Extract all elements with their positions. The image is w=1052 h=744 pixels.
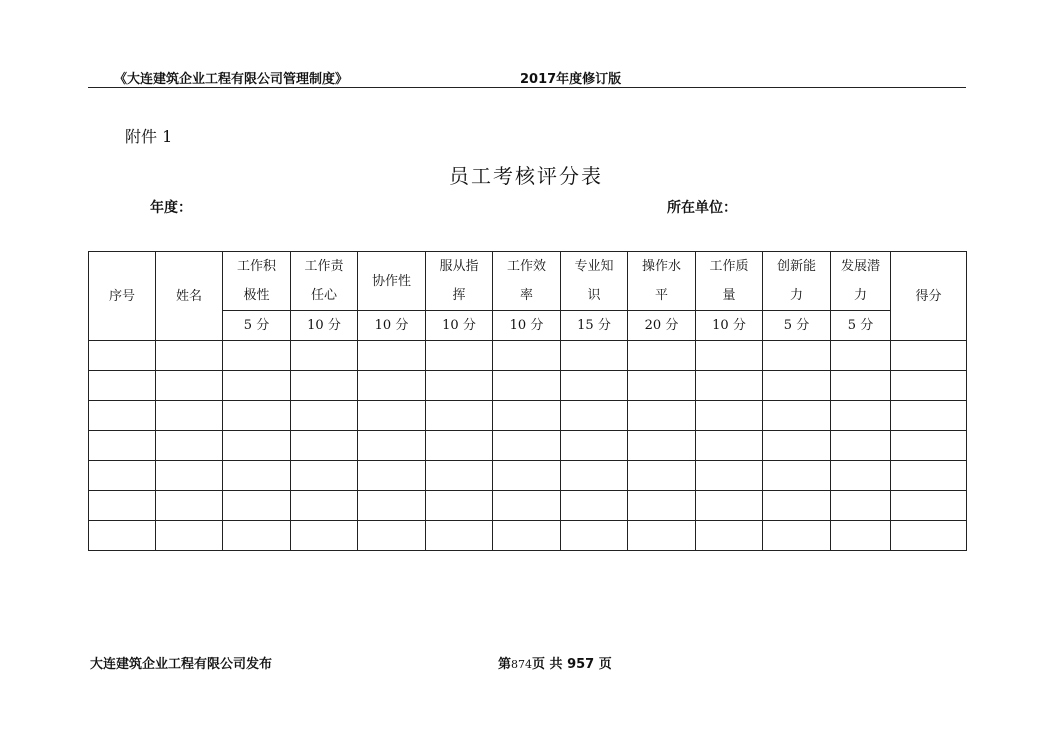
page-middle: 页 共: [532, 657, 563, 672]
criterion-label-line2: 力: [789, 288, 803, 303]
table-cell[interactable]: [763, 491, 831, 521]
criterion-label-line1: 协作性: [371, 273, 411, 289]
table-cell[interactable]: [763, 341, 831, 371]
table-cell[interactable]: [89, 371, 156, 401]
table-cell[interactable]: [426, 461, 493, 491]
criterion-points: 10 分: [426, 311, 493, 341]
table-cell[interactable]: [426, 401, 493, 431]
table-cell[interactable]: [763, 371, 831, 401]
footer-page-number: [498, 653, 612, 672]
criterion-points: 10 分: [358, 311, 426, 341]
table-cell[interactable]: [561, 461, 628, 491]
header-criterion: [561, 252, 628, 311]
criterion-label-line1: 工作积: [236, 259, 276, 274]
criterion-label-line1: 发展潜: [840, 259, 880, 274]
table-cell[interactable]: [831, 431, 891, 461]
table-cell[interactable]: [628, 461, 696, 491]
evaluation-table: [88, 251, 967, 551]
table-cell[interactable]: [493, 401, 561, 431]
table-cell[interactable]: [831, 371, 891, 401]
page-total: 957: [567, 657, 595, 672]
page-current: 874: [511, 658, 533, 671]
criterion-label-line1: 工作质: [709, 259, 749, 274]
table-cell[interactable]: [358, 521, 426, 551]
table-cell[interactable]: [426, 521, 493, 551]
criterion-points: 5 分: [223, 311, 291, 341]
table-cell[interactable]: [291, 431, 358, 461]
table-cell[interactable]: [426, 341, 493, 371]
table-row: [89, 491, 967, 521]
table-cell[interactable]: [561, 401, 628, 431]
table-row: [89, 401, 967, 431]
table-cell[interactable]: [223, 461, 291, 491]
header-criterion: [696, 252, 763, 311]
footer-publisher: 大连建筑企业工程有限公司发布: [90, 657, 273, 672]
criterion-label-line1: 操作水: [641, 259, 681, 274]
table-cell[interactable]: [358, 431, 426, 461]
table-cell[interactable]: [891, 431, 967, 461]
table-cell[interactable]: [891, 401, 967, 431]
header-criterion: [493, 252, 561, 311]
criterion-label-line2: 平: [654, 288, 668, 303]
table-cell[interactable]: [89, 401, 156, 431]
table-cell[interactable]: [696, 371, 763, 401]
table-cell[interactable]: [291, 401, 358, 431]
table-cell[interactable]: [426, 431, 493, 461]
attachment-label: 附件 1: [125, 127, 173, 146]
table-cell[interactable]: [891, 521, 967, 551]
table-cell[interactable]: [493, 521, 561, 551]
table-cell[interactable]: [561, 521, 628, 551]
table-cell[interactable]: [763, 401, 831, 431]
table-cell[interactable]: [89, 491, 156, 521]
table-row: [89, 371, 967, 401]
table-row: [89, 521, 967, 551]
table-cell[interactable]: [156, 371, 223, 401]
table-header-row: [89, 252, 967, 311]
table-cell[interactable]: [891, 341, 967, 371]
table-cell[interactable]: [493, 491, 561, 521]
table-cell[interactable]: [493, 341, 561, 371]
table-cell[interactable]: [89, 431, 156, 461]
criterion-label-line1: 工作责: [304, 259, 344, 274]
criterion-label-line2: 率: [519, 288, 533, 303]
table-cell[interactable]: [696, 401, 763, 431]
table-cell[interactable]: [223, 371, 291, 401]
table-cell[interactable]: [628, 341, 696, 371]
table-cell[interactable]: [561, 431, 628, 461]
table-cell[interactable]: [291, 521, 358, 551]
table-cell[interactable]: [156, 491, 223, 521]
table-cell[interactable]: [291, 491, 358, 521]
page-prefix: 第: [498, 657, 512, 672]
table-row: [89, 341, 967, 371]
table-cell[interactable]: [156, 401, 223, 431]
criterion-points: 5 分: [831, 311, 891, 341]
table-cell[interactable]: [223, 521, 291, 551]
table-cell[interactable]: [831, 461, 891, 491]
header-criterion: [291, 252, 358, 311]
criterion-label-line1: 工作效: [506, 259, 546, 274]
table-cell[interactable]: [358, 461, 426, 491]
year-label: 年度：: [150, 200, 192, 216]
criterion-label-line1: 专业知: [574, 259, 614, 274]
table-row: [89, 461, 967, 491]
table-cell[interactable]: [831, 401, 891, 431]
table-cell[interactable]: [763, 521, 831, 551]
header-document-name: 《大连建筑企业工程有限公司管理制度》: [114, 72, 349, 87]
criterion-label-line2: 极性: [243, 288, 270, 303]
table-cell[interactable]: [223, 401, 291, 431]
table-cell[interactable]: [426, 371, 493, 401]
table-cell[interactable]: [696, 341, 763, 371]
table-cell[interactable]: [696, 461, 763, 491]
criterion-label-line1: 服从指: [439, 259, 479, 274]
table-cell[interactable]: [561, 371, 628, 401]
table-cell[interactable]: [891, 371, 967, 401]
table-cell[interactable]: [891, 491, 967, 521]
table-cell[interactable]: [628, 521, 696, 551]
criterion-label-line2: 量: [722, 288, 736, 303]
table-cell[interactable]: [89, 521, 156, 551]
table-cell[interactable]: [89, 461, 156, 491]
header-criterion: [223, 252, 291, 311]
table-cell[interactable]: [561, 491, 628, 521]
table-cell[interactable]: [358, 401, 426, 431]
table-cell[interactable]: [223, 431, 291, 461]
header-criterion: [628, 252, 696, 311]
table-cell[interactable]: [763, 431, 831, 461]
table-cell[interactable]: [493, 431, 561, 461]
table-cell[interactable]: [358, 491, 426, 521]
table-cell[interactable]: [493, 371, 561, 401]
table-row: [89, 431, 967, 461]
criterion-points: 10 分: [696, 311, 763, 341]
table-cell[interactable]: [696, 521, 763, 551]
page-suffix: 页: [598, 657, 612, 672]
unit-label: 所在单位：: [667, 200, 737, 216]
page-header: [90, 68, 966, 86]
table-cell[interactable]: [831, 341, 891, 371]
table-cell[interactable]: [426, 491, 493, 521]
table-cell[interactable]: [493, 461, 561, 491]
header-criterion: [831, 252, 891, 311]
criterion-label-line2: 识: [587, 288, 601, 303]
table-cell[interactable]: [696, 431, 763, 461]
table-cell[interactable]: [156, 341, 223, 371]
criterion-points: 10 分: [291, 311, 358, 341]
table-cell[interactable]: [628, 431, 696, 461]
criterion-points: 10 分: [493, 311, 561, 341]
criterion-label-line1: 创新能: [776, 259, 816, 274]
criterion-label-line2: 任心: [310, 288, 337, 303]
page-title: 员工考核评分表: [449, 164, 603, 188]
table-cell[interactable]: [89, 341, 156, 371]
table-cell[interactable]: [223, 341, 291, 371]
criterion-label-line2: 力: [853, 288, 867, 303]
header-total-score: 得分: [891, 252, 967, 341]
table-cell[interactable]: [358, 371, 426, 401]
table-cell[interactable]: [561, 341, 628, 371]
table-cell[interactable]: [156, 431, 223, 461]
header-index: 序号: [89, 252, 156, 341]
table-cell[interactable]: [291, 341, 358, 371]
table-cell[interactable]: [763, 461, 831, 491]
table-cell[interactable]: [628, 401, 696, 431]
table-cell[interactable]: [291, 461, 358, 491]
header-name: 姓名: [156, 252, 223, 341]
table-cell[interactable]: [831, 521, 891, 551]
header-criterion: [426, 252, 493, 311]
criterion-points: 5 分: [763, 311, 831, 341]
table-cell[interactable]: [358, 341, 426, 371]
page-footer: [90, 653, 966, 671]
criterion-points: 20 分: [628, 311, 696, 341]
table-cell[interactable]: [628, 371, 696, 401]
table-cell[interactable]: [156, 461, 223, 491]
table-cell[interactable]: [156, 521, 223, 551]
header-criterion: [358, 252, 426, 311]
table-cell[interactable]: [891, 461, 967, 491]
header-edition: 2017年度修订版: [520, 72, 622, 87]
table-cell[interactable]: [831, 491, 891, 521]
header-criterion: [763, 252, 831, 311]
table-cell[interactable]: [628, 491, 696, 521]
table-cell[interactable]: [696, 491, 763, 521]
header-divider: [88, 87, 966, 88]
table-cell[interactable]: [291, 371, 358, 401]
criterion-label-line2: 挥: [452, 288, 466, 303]
criterion-points: 15 分: [561, 311, 628, 341]
table-cell[interactable]: [223, 491, 291, 521]
